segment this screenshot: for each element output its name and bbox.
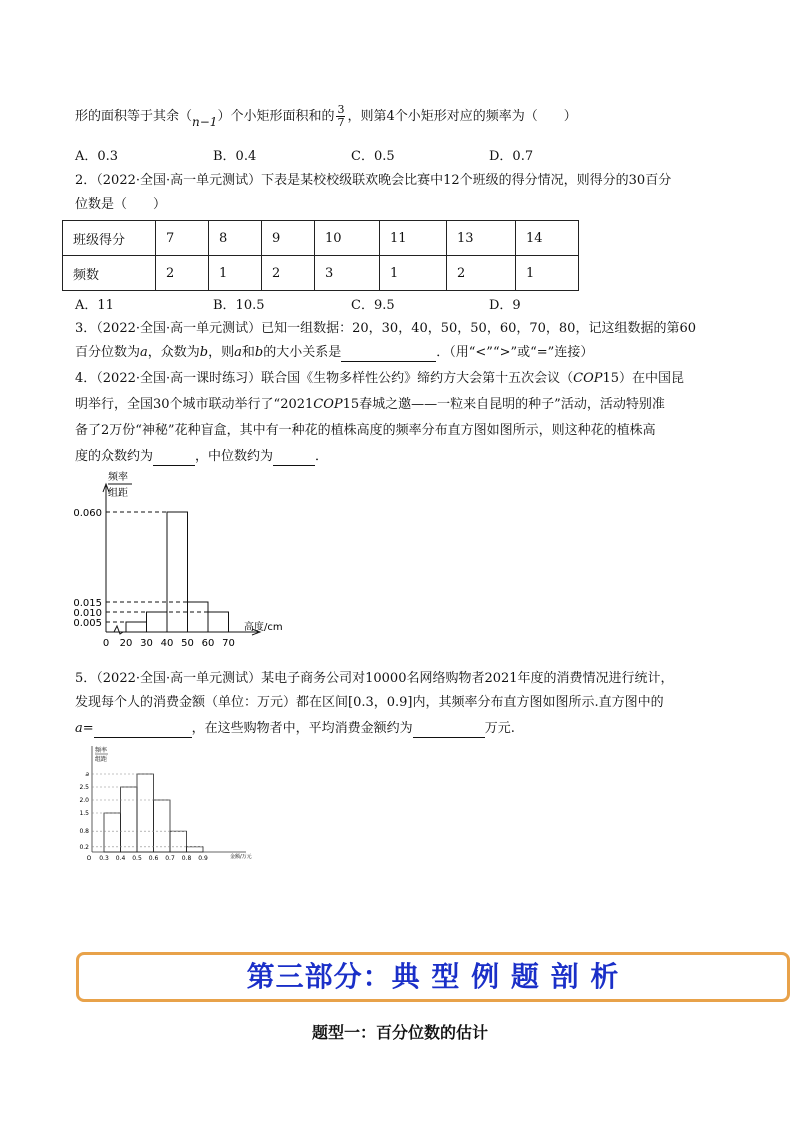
x-tick-label: 0.4 xyxy=(115,855,126,862)
table-cell: 11 xyxy=(380,221,447,256)
histogram-bar xyxy=(147,612,168,632)
q3-line2: 百分位数为a，众数为b，则a和b的大小关系是 ．（用“<”“>”或“=”连接） xyxy=(75,345,594,360)
table-cell: 8 xyxy=(209,221,262,256)
fraction: $\frac{3}{7}$ xyxy=(337,103,345,129)
answer-blank xyxy=(273,451,315,466)
x-tick-label: 70 xyxy=(222,638,235,649)
q2-option-a: A．11 xyxy=(75,298,114,313)
y-label-denominator: 组距 xyxy=(95,756,108,763)
table-cell: 10 xyxy=(315,221,380,256)
q1-options xyxy=(75,145,695,163)
section-banner: 第三部分：典 型 例 题 剖 析 xyxy=(76,952,790,1002)
x-tick-label: 0.8 xyxy=(181,855,192,862)
histogram-bar xyxy=(188,602,209,632)
q4-line2: 明举行，全国30个城市联动举行了“2021COP15春城之邀——一粒来自昆明的种子”活动，活动特别准 xyxy=(75,397,665,412)
x-tick-label: 0.3 xyxy=(99,855,109,862)
q1-option-b: B．0.4 xyxy=(213,149,257,164)
y-label-denominator: 组距 xyxy=(108,488,128,499)
histogram-bar xyxy=(187,847,204,852)
table-cell: 1 xyxy=(516,256,579,291)
q1-option-c: C．0.5 xyxy=(351,149,395,164)
y-tick-label: 0.8 xyxy=(79,828,89,836)
table-cell: 1 xyxy=(209,256,262,291)
y-tick-label: a xyxy=(85,771,89,778)
table-cell: 3 xyxy=(315,256,380,291)
q4-line1: 4．（2022·全国·高一课时练习）联合国《生物多样性公约》缔约方大会第十五次会议（COP15）在中国昆 xyxy=(75,371,685,386)
x-tick-label: 0.6 xyxy=(148,855,159,862)
y-label-numerator: 频率 xyxy=(108,472,128,483)
q1-option-d: D．0.7 xyxy=(489,149,534,164)
q1-option-a: A．0.3 xyxy=(75,149,119,164)
y-tick-label: 0.2 xyxy=(79,843,89,851)
height-histogram xyxy=(62,468,302,658)
y-tick-label: 0.060 xyxy=(73,508,102,519)
x-tick-label: 60 xyxy=(201,638,215,649)
n-minus-1: n−1 xyxy=(192,115,218,129)
q2-option-c: C．9.5 xyxy=(351,298,395,313)
table-row xyxy=(63,256,579,291)
histogram-bar xyxy=(121,787,138,852)
table-cell: 班级得分 xyxy=(63,221,156,256)
x-tick-label: 0.5 xyxy=(132,855,142,862)
y-tick-label: 0.015 xyxy=(73,598,102,609)
x-tick-label: 0 xyxy=(102,638,110,649)
section-subheading: 题型一：百分位数的估计 xyxy=(311,1023,488,1042)
x-axis-label: 高度/cm xyxy=(244,622,283,633)
answer-blank xyxy=(413,723,485,738)
table-cell: 2 xyxy=(156,256,209,291)
histogram-bar xyxy=(154,800,171,852)
x-axis-label: 金额/万元 xyxy=(230,854,252,860)
histogram-bar xyxy=(126,622,147,632)
q5-line1: 5．（2022·全国·高一单元测试）某电子商务公司对10000名网络购物者2021年度的消费情况进行统计， xyxy=(75,671,674,686)
table-cell: 2 xyxy=(262,256,315,291)
q4-line3: 备了2万份“神秘”花种盲盒，其中有一种花的植株高度的频率分布直方图如图所示，则这种花的植株高 xyxy=(75,423,656,438)
spending-histogram xyxy=(70,740,260,868)
y-tick-label: 0.010 xyxy=(73,608,102,619)
answer-blank xyxy=(341,347,436,362)
histogram-bar xyxy=(170,831,187,852)
table-cell: 频数 xyxy=(63,256,156,291)
q5-line3: a= ，在这些购物者中，平均消费金额约为 万元. xyxy=(75,721,515,736)
histogram-bar xyxy=(137,774,154,852)
x-tick-label: 30 xyxy=(140,638,153,649)
y-tick-label: 1.5 xyxy=(79,810,89,817)
y-label-numerator: 频率 xyxy=(95,747,108,754)
axis-break xyxy=(114,626,123,634)
table-cell: 9 xyxy=(262,221,315,256)
x-tick-label: 0.9 xyxy=(198,855,208,862)
q2-option-d: D．9 xyxy=(489,298,521,313)
table-cell: 13 xyxy=(447,221,516,256)
histogram-bar xyxy=(167,512,188,632)
y-tick-label: 2.5 xyxy=(79,784,89,791)
q5-line2: 发现每个人的消费金额（单位：万元）都在区间[0.3，0.9]内，其频率分布直方图如图所示.直方图中的 xyxy=(75,695,664,710)
score-table xyxy=(62,220,579,291)
x-tick-label: 50 xyxy=(181,638,194,649)
answer-blank xyxy=(94,723,192,738)
q2-line2: 位数是（ ） xyxy=(75,197,167,212)
x-tick-label: 20 xyxy=(119,638,133,649)
q2-option-b: B．10.5 xyxy=(213,298,265,313)
answer-blank xyxy=(153,451,195,466)
y-tick-label: 2.0 xyxy=(79,797,89,804)
x-tick-label: O xyxy=(86,855,92,862)
histogram-bar xyxy=(104,813,121,852)
q4-line4: 度的众数约为 ，中位数约为 ． xyxy=(75,449,329,464)
table-cell: 1 xyxy=(380,256,447,291)
table-cell: 7 xyxy=(156,221,209,256)
q2-options xyxy=(75,294,695,312)
q2-line1: 2．（2022·全国·高一单元测试）下表是某校校级联欢晚会比赛中12个班级的得分情况，则得分的30百分 xyxy=(75,173,672,188)
x-tick-label: 0.7 xyxy=(165,855,175,862)
y-tick-label: 0.005 xyxy=(73,618,102,629)
q1-line: 形的面积等于其余（n−1）个小矩形面积和的 $\frac{3}{7}$ ，则第4个小矩形对应的频率为（ ） xyxy=(75,103,577,129)
q3-line1: 3．（2022·全国·高一单元测试）已知一组数据：20，30，40，50，50，60，70，80，记这组数据的第60 xyxy=(75,321,696,336)
x-tick-label: 40 xyxy=(160,638,174,649)
table-row xyxy=(63,221,579,256)
table-cell: 2 xyxy=(447,256,516,291)
table-cell: 14 xyxy=(516,221,579,256)
histogram-bar xyxy=(208,612,229,632)
